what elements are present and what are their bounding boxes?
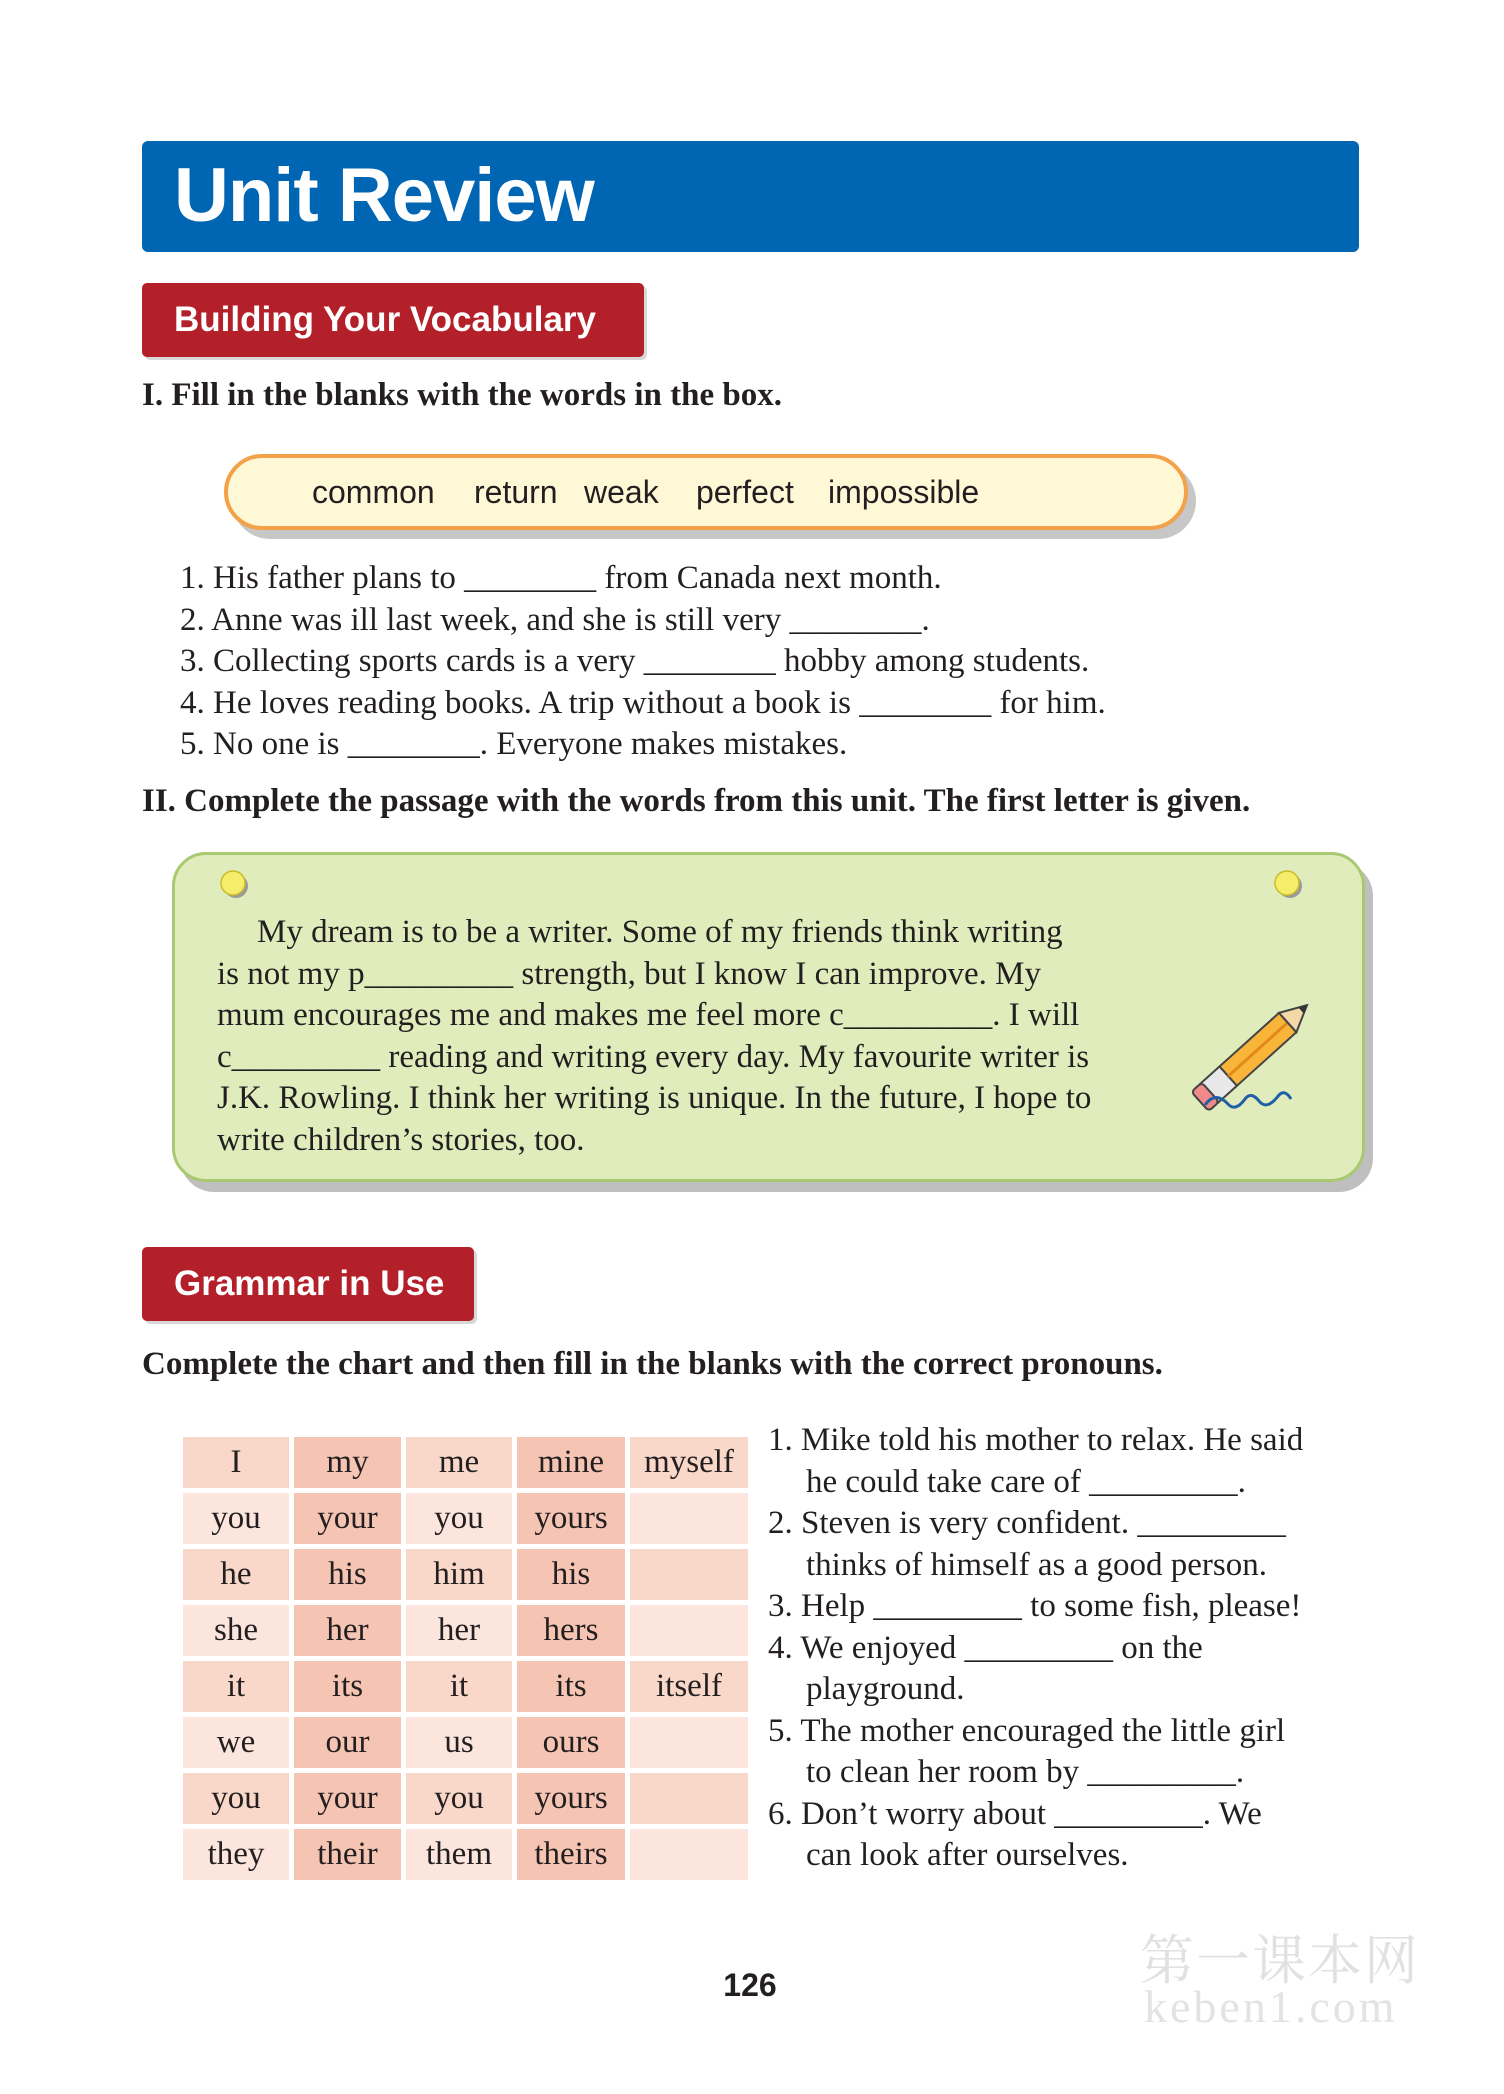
chart-cell: yours <box>517 1773 625 1824</box>
passage-line: c_________ reading and writing every day. My favourite writer is <box>217 1038 1090 1075</box>
word-bank-item: common <box>312 474 435 510</box>
exercise-sentence: 3. Help _________ to some fish, please! <box>768 1588 1302 1624</box>
chart-cell: hers <box>517 1605 625 1656</box>
chart-cell: she <box>183 1605 289 1656</box>
chart-cell: us <box>406 1717 512 1768</box>
passage-line: My dream is to be a writer. Some of my friends think writing <box>257 914 1063 950</box>
chart-cell <box>630 1549 748 1600</box>
passage-text <box>217 912 1177 1161</box>
exercise-1-sentences <box>180 558 1106 766</box>
chart-cell: my <box>294 1437 401 1488</box>
exercise-sentence: 1. His father plans to ________ from Canada next month. <box>180 560 942 596</box>
page-number: 126 <box>723 1967 777 2003</box>
word-bank-item: perfect <box>696 474 794 510</box>
exercise-sentence: he could take care of _________. <box>806 1463 1246 1500</box>
pronoun-chart <box>178 1432 753 1885</box>
exercise-3-instruction: Complete the chart and then fill in the blanks with the correct pronouns. <box>142 1346 1163 1382</box>
chart-cell: it <box>183 1661 289 1712</box>
chart-cell: its <box>294 1661 401 1712</box>
watermark <box>1130 1918 1430 2032</box>
chart-cell <box>630 1829 748 1880</box>
chart-cell <box>630 1717 748 1768</box>
passage-line: J.K. Rowling. I think her writing is unique. In the future, I hope to <box>217 1080 1092 1116</box>
chart-cell: you <box>183 1493 289 1544</box>
chart-cell <box>630 1773 748 1824</box>
exercise-sentence: playground. <box>806 1671 965 1707</box>
chart-cell: you <box>406 1773 512 1824</box>
chart-cell <box>630 1605 748 1656</box>
exercise-1-instruction: I. Fill in the blanks with the words in the box. <box>142 377 782 413</box>
exercise-sentence: 1. Mike told his mother to relax. He said <box>768 1422 1304 1458</box>
chart-row <box>183 1773 748 1824</box>
chart-row <box>183 1661 748 1712</box>
chart-cell: your <box>294 1773 401 1824</box>
exercise-sentence: 5. No one is ________. Everyone makes mistakes. <box>180 726 848 762</box>
exercise-sentence: 4. We enjoyed _________ on the <box>768 1629 1203 1666</box>
chart-row <box>183 1717 748 1768</box>
pin-icon <box>1273 869 1303 899</box>
word-box <box>224 454 1188 530</box>
chart-cell: his <box>517 1549 625 1600</box>
chart-cell: its <box>517 1661 625 1712</box>
chart-cell: mine <box>517 1437 625 1488</box>
chart-row <box>183 1829 748 1880</box>
exercise-sentence: to clean her room by _________. <box>806 1754 1245 1790</box>
chart-cell: them <box>406 1829 512 1880</box>
exercise-sentence: can look after ourselves. <box>806 1837 1129 1873</box>
chart-cell: myself <box>630 1437 748 1488</box>
chart-cell: their <box>294 1829 401 1880</box>
chart-cell: he <box>183 1549 289 1600</box>
page-title: Unit Review <box>174 153 594 238</box>
chart-cell: him <box>406 1549 512 1600</box>
passage-line: write children’s stories, too. <box>217 1121 585 1158</box>
word-bank-item: impossible <box>828 474 980 510</box>
exercise-sentence: 2. Steven is very confident. _________ <box>768 1505 1286 1541</box>
word-bank-item: return <box>474 474 558 510</box>
chart-cell: his <box>294 1549 401 1600</box>
chart-cell: me <box>406 1437 512 1488</box>
chart-cell: we <box>183 1717 289 1768</box>
chart-cell: her <box>294 1605 401 1656</box>
chart-cell <box>630 1493 748 1544</box>
exercise-sentence: thinks of himself as a good person. <box>806 1546 1268 1583</box>
passage-line: is not my p_________ strength, but I know I can improve. My <box>217 955 1042 992</box>
watermark-url: keben1.com <box>1144 1981 1398 2032</box>
chart-cell: ours <box>517 1717 625 1768</box>
chart-cell: they <box>183 1829 289 1880</box>
pencil-icon <box>1185 977 1325 1127</box>
chart-cell: it <box>406 1661 512 1712</box>
chart-cell: your <box>294 1493 401 1544</box>
chart-cell: I <box>183 1437 289 1488</box>
chart-cell: theirs <box>517 1829 625 1880</box>
section-tag-grammar: Grammar in Use <box>142 1247 474 1321</box>
watermark-text: 第一课本网 <box>1140 1929 1420 1992</box>
chart-row <box>183 1493 748 1544</box>
pin-icon <box>219 869 249 899</box>
passage-note <box>172 852 1365 1182</box>
exercise-sentence: 6. Don’t worry about _________. We <box>768 1795 1262 1832</box>
chart-cell: our <box>294 1717 401 1768</box>
section-tag-vocabulary: Building Your Vocabulary <box>142 283 644 357</box>
passage-line: mum encourages me and makes me feel more c_________. I will <box>217 997 1080 1033</box>
chart-cell: itself <box>630 1661 748 1712</box>
unit-banner <box>142 141 1359 252</box>
chart-cell: yours <box>517 1493 625 1544</box>
word-bank-item: weak <box>584 474 659 510</box>
chart-row <box>183 1605 748 1656</box>
chart-cell: you <box>183 1773 289 1824</box>
chart-cell: you <box>406 1493 512 1544</box>
chart-cell: her <box>406 1605 512 1656</box>
exercise-3-sentences <box>768 1420 1303 1877</box>
exercise-sentence: 5. The mother encouraged the little girl <box>768 1712 1286 1749</box>
exercise-sentence: 2. Anne was ill last week, and she is still very ________. <box>180 601 930 638</box>
chart-row <box>183 1549 748 1600</box>
exercise-sentence: 3. Collecting sports cards is a very ________ hobby among students. <box>180 643 1090 679</box>
exercise-2-instruction: II. Complete the passage with the words from this unit. The first letter is given. <box>142 783 1251 819</box>
exercise-sentence: 4. He loves reading books. A trip without a book is ________ for him. <box>180 684 1106 721</box>
chart-row <box>183 1437 748 1488</box>
